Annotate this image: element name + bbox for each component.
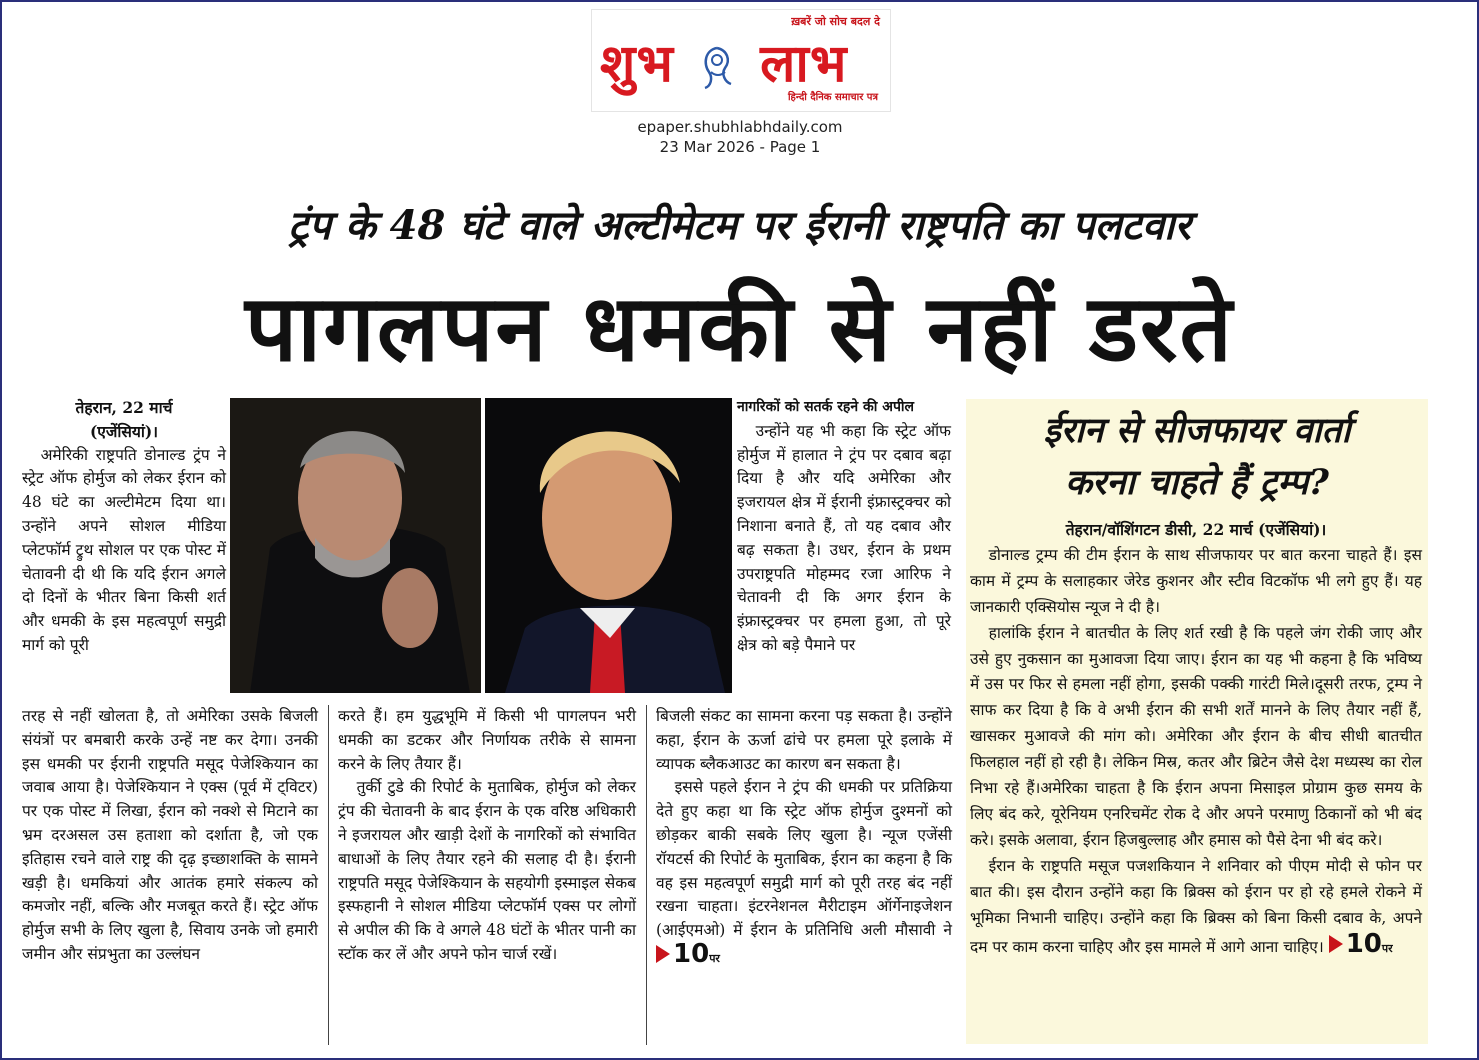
logo [600, 26, 847, 97]
lower-2-p1: करते हैं। हम युद्धभूमि में किसी भी पागलपन भरी धमकी का डटकर और निर्णायक तरीके से सामना करने के लिए तैयार हैं। [338, 707, 636, 773]
dateline: तेहरान, 22 मार्च [75, 398, 173, 417]
sidebar-title-line-1: ईरान से सीजफायर वार्ता [1043, 410, 1351, 451]
lower-2-p2: तुर्की टुडे की रिपोर्ट के मुताबिक, होर्मुज को लेकर ट्रंप की चेतावनी के बाद ईरान के एक वरिष्ठ अधिकारी ने इजरायल और खाड़ी देशों के नागरिकों को संभावित बाधाओं के लिए तैयार रहने की सलाह दी है। ईरानी राष्ट्रपति मसूद पेजेश्कियान के सहयोगी इस्माइल सेकब इस्फहानी ने सोशल मीडिया प्लेटफॉर्म एक्स पर लोगों से अपील की कि वे अगले 48 घंटों के भीतर पानी का स्टॉक कर लें और अपने फोन चार्ज रखें। [338, 778, 636, 963]
column-1-lower [22, 705, 318, 967]
photo-trump [485, 398, 732, 693]
column-divider [646, 705, 647, 1045]
column-3-text: उन्होंने यह भी कहा कि स्ट्रेट ऑफ होर्मुज में हालात ने ट्रंप पर दबाव बढ़ा दिया है और यदि अमेरिका और इजरायल क्षेत्र में ईरानी इंफ्रास्ट्रक्चर को निशाना बनाते हैं, तो यह दबाव और बढ़ सकता है। उधर, ईरान के प्रथम उपराष्ट्रपति मोहम्मद रजा आरिफ ने चेतावनी दी कि अगर ईरान के इंफ्रास्ट्रक्चर पर हमला हुआ, तो पूरे क्षेत्र को बड़े पैमाने पर [737, 421, 951, 654]
lower-3-p1: बिजली संकट का सामना करना पड़ सकता है। उन्होंने कहा, ईरान के ऊर्जा ढांचे पर हमला पूरे इलाके में व्यापक ब्लैकआउट का कारण बन सकता है। [656, 707, 952, 773]
column-3-lower [656, 705, 952, 971]
kicker-headline: ट्रंप के 48 घंटे वाले अल्टीमेटम पर ईरानी राष्ट्रपति का पलटवार [288, 202, 1191, 249]
lower-1-text: तरह से नहीं खोलता है, तो अमेरिका उसके बिजली संयंत्रों पर बमबारी करके उन्हें नष्ट कर देगा। उनकी इस धमकी पर ईरानी राष्ट्रपति मसूद पेजेश्कियान का जवाब आया है। पेजेश्कियान ने एक्स (पूर्व में ट्विटर) पर एक पोस्ट में लिखा, ईरान को नक्शे से मिटाने का भ्रम दरअसल उस हताशा को दर्शाता है, जो एक इतिहास रचने वाले राष्ट्र की दृढ़ इच्छाशक्ति के सामने खड़ी है। धमकियां और आतंक हमारे संकल्प को कमजोर नहीं, बल्कि और मजबूत करते हैं। स्ट्रेट ऑफ होर्मुज सभी के लिए खुला है, सिवाय उनके जो हमारी जमीन और संप्रभुता का उल्लंघन [22, 707, 318, 963]
sidebar-title-line-2: करना चाहते हैं ट्रम्प? [1065, 462, 1329, 503]
sidebar-title [966, 405, 1428, 509]
column-3-upper [737, 396, 951, 658]
column-1-upper [22, 396, 226, 658]
masthead-tagline: ख़बरें जो सोच बदल दे [791, 15, 880, 28]
agency: (एजेंसियां)। [89, 421, 159, 441]
sidebar-continued-link[interactable]: 10पर [1329, 929, 1393, 959]
lower-3-p2 [656, 776, 952, 970]
sidebar-story [966, 399, 1428, 1044]
column-divider [328, 705, 329, 1045]
column-3-subhead: नागरिकों को सतर्क रहने की अपील [737, 399, 915, 415]
ganesh-icon [695, 42, 739, 92]
main-headline: पागलपन धमकी से नहीं डरते [245, 275, 1234, 382]
column-2-lower [338, 705, 636, 967]
arrow-right-icon [656, 945, 670, 963]
sidebar-p3-text: ईरान के राष्ट्रपति मसूज पजशकियान ने शनिवार को पीएम मोदी से फोन पर बात की। इस दौरान उन्होंने कहा कि ब्रिक्स को ईरान पर हो रहे हमले रोकने में भूमिका निभानी चाहिए। उन्होंने कहा कि ब्रिक्स को बिना किसी दबाव के, अपने दम पर काम करना चाहिए और इस मामले में आगे आना चाहिए। [970, 856, 1422, 956]
arrow-right-icon [1329, 935, 1343, 953]
logo-right: लाभ [760, 34, 848, 94]
masthead [591, 9, 891, 112]
sidebar-dateline: तेहरान/वॉशिंगटन डीसी, 22 मार्च (एजेंसियां)। [1065, 520, 1327, 539]
logo-left: शुभ [600, 34, 674, 94]
sidebar-p1: डोनाल्ड ट्रम्प की टीम ईरान के साथ सीजफायर पर बात करना चाहते हैं। इस काम में ट्रम्प के सलाहकार जेरेड कुशनर और स्टीव विटकॉफ भी लगे हुए हैं। यह जानकारी एक्सियोस न्यूज ने दी है। [970, 545, 1422, 616]
photo-pezeshkian [230, 398, 481, 693]
sidebar-body [970, 517, 1422, 961]
continued-page-link[interactable]: 10पर [656, 939, 720, 969]
source-date-page: 23 Mar 2026 - Page 1 [659, 138, 821, 156]
sidebar-p2: हालांकि ईरान ने बातचीत के लिए शर्त रखी है कि पहले जंग रोकी जाए और उसे हुए नुकसान का मुआवजा दिया जाए। ईरान का यह भी कहना है कि भविष्य में उस पर फिर से हमला नहीं होगा, इसकी पक्की गारंटी मिले।दूसरी तरफ, ट्रम्प ने साफ कर दिया है कि वे अभी ईरान की सभी शर्तें मानने के लिए तैयार नहीं हैं, खासकर मुआवजे की मांग को। अमेरिका और ईरान के बीच सीधी बातचीत फिलहाल नहीं हो रही है। लेकिन मिस्र, कतर और ब्रिटेन जैसे देश मध्यस्थ का रोल निभा रहे हैं।अमेरिका चाहता है कि ईरान अपना मिसाइल प्रोग्राम कुछ समय के लिए बंद करे, यूरेनियम एनरिचमेंट रोक दे और अपने परमाणु ठिकानों को भी बंद करे। इसके अलावा, ईरान हिजबुल्लाह और हमास को पैसे देना भी बंद करे। [970, 623, 1422, 849]
source-site[interactable]: epaper.shubhlabhdaily.com [637, 118, 843, 136]
lower-3-p2-text: इससे पहले ईरान ने ट्रंप की धमकी पर प्रतिक्रिया देते हुए कहा था कि स्ट्रेट ऑफ होर्मुज दुश्मनों को छोड़कर बाकी सबके लिए खुला है। न्यूज एजेंसी रॉयटर्स की रिपोर्ट के मुताबिक, ईरान का कहना है कि वह इस महत्वपूर्ण समुद्री मार्ग को पूरी तरह बंद नहीं रखना चाहता। इंटरनेशनल मैरीटाइम ऑर्गेनाइजेशन (आईएमओ) में ईरान के प्रतिनिधि अली मौसावी ने [656, 778, 952, 940]
masthead-subtag: हिन्दी दैनिक समाचार पत्र [787, 92, 878, 103]
column-1-text: अमेरिकी राष्ट्रपति डोनाल्ड ट्रंप ने स्ट्रेट ऑफ होर्मुज को लेकर ईरान को 48 घंटे का अल्टीमेटम दिया था। उन्होंने अपने सोशल मीडिया प्लेटफॉर्म ट्रुथ सोशल पर एक पोस्ट में चेतावनी दी थी कि यदि ईरान अगले दो दिनों के भीतर बिना किसी शर्त और धमकी के इस महत्वपूर्ण समुद्री मार्ग को पूरी [22, 445, 226, 654]
sidebar-p3 [970, 854, 1422, 962]
